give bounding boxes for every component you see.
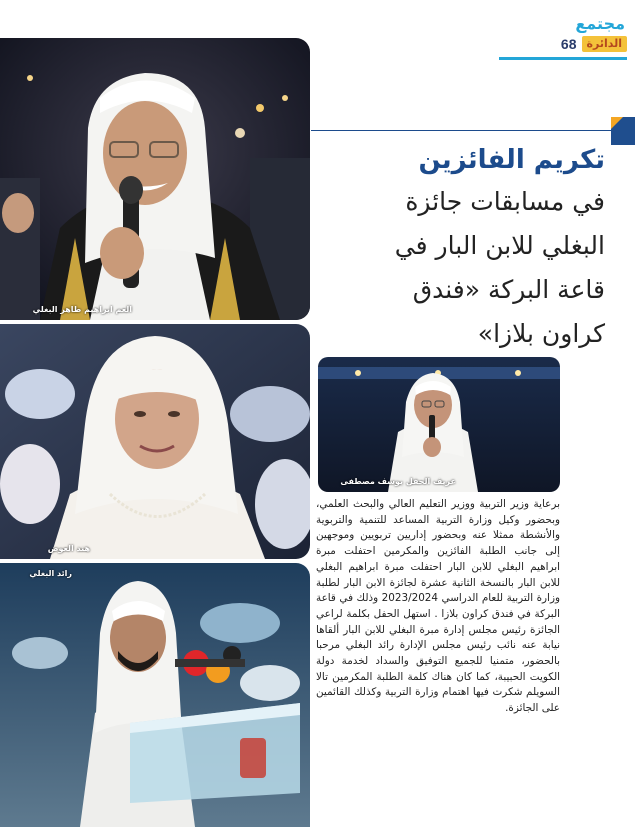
headline-line-2: في مسابقات جائزة xyxy=(405,187,605,216)
magazine-logo: الدائرة xyxy=(582,36,628,52)
headline-line-5: كراون بلازا» xyxy=(477,319,605,348)
article-body: برعاية وزير التربية ووزير التعليم العالي والبحث العلمي، وبحضور وكيل وزارة التربية المساعد للتنمية والتربوية والأنشطة ممثلا عنه وبحضور إداريين تربويين وموجهين إلى جانب الطلبة الفائزين والمكرمين احتفلت مبرة ابراهيم البغلي للابن البار احتفلت مبرة ابراهيم البغلي للابن البار بالنسخة الثانية عشرة لجائزة الابن البار لطلبة وزارة التربية للعام الدراسي 2023/2024 وذلك في قاعة البركة في فندق كراون بلازا . استهل الحفل بكلمة لراعي الجائزة رئيس مجلس إدارة مبرة البغلي للابن البار ألقاها نيابة عنه نائب رئيس مجلس الإدارة رائد البغلي مرحبا بالحضور، متمنيا للجميع التوفيق والسداد لخدمة دولة الكويت الحبيبة، كما كان هناك كلمة الطلبة المكرمين تالا السويلم شكرت فيها اهتمام وزارة التربية وكذلك القائمين على الجائزة. xyxy=(316,498,560,715)
page-number: 68 xyxy=(560,36,577,52)
photo-2-caption: هند العوض xyxy=(47,544,90,553)
photo-3-illustration xyxy=(0,563,310,827)
photo-raed-albaghli xyxy=(0,563,310,827)
photo-4-illustration xyxy=(318,357,560,492)
header-divider xyxy=(499,57,627,60)
photo-1-illustration xyxy=(0,38,310,320)
photo-2-illustration xyxy=(0,324,310,559)
section-label: مجتمع xyxy=(575,14,625,33)
photo-3-caption: رائد البغلي xyxy=(29,569,72,578)
photo-4-caption: عريف الحفل يوسف مصطفى xyxy=(340,477,456,486)
headline-line-1: تكريم الفائزين xyxy=(418,145,605,175)
photo-yousef-mustafa xyxy=(318,357,560,492)
photo-hind-alawad xyxy=(0,324,310,559)
title-divider xyxy=(311,130,611,131)
headline-line-3: البغلي للابن البار في xyxy=(394,231,605,260)
title-marker-accent xyxy=(611,117,623,129)
photo-ibrahim-albaghli xyxy=(0,38,310,320)
header-row xyxy=(561,36,627,52)
page-header xyxy=(497,14,627,54)
headline-line-4: قاعة البركة «فندق xyxy=(412,275,605,304)
photo-1-caption: العم ابراهيم طاهر البغلي xyxy=(32,305,132,314)
headline xyxy=(315,140,605,356)
